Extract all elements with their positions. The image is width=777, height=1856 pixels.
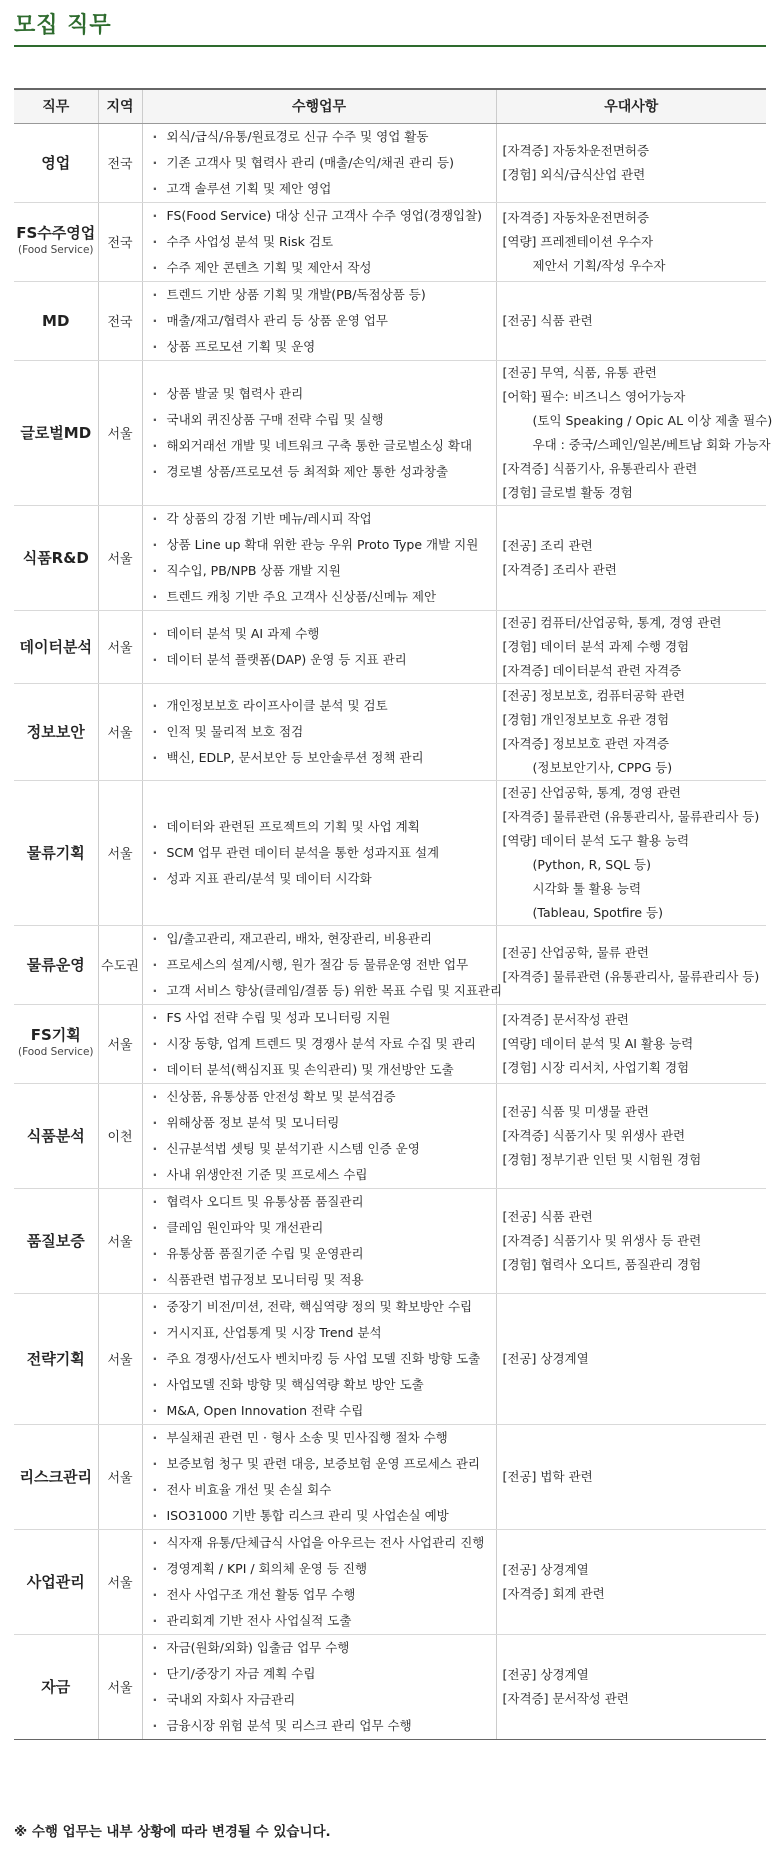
role-cell bbox=[14, 281, 98, 360]
duty-item: · FS 사업 전략 수립 및 성과 모니터링 지원 bbox=[149, 1005, 496, 1031]
preference-item: [경험] 글로벌 활동 경험 bbox=[502, 484, 633, 500]
preferences-cell bbox=[496, 610, 766, 683]
region-cell: 서울 bbox=[98, 1004, 142, 1083]
region-cell: 전국 bbox=[98, 202, 142, 281]
region-cell: 서울 bbox=[98, 1293, 142, 1424]
region-cell: 서울 bbox=[98, 1188, 142, 1293]
preference-item: [경험] 개인정보보호 유관 경험 bbox=[502, 711, 670, 727]
role-cell bbox=[14, 610, 98, 683]
preferences-cell bbox=[496, 360, 773, 505]
role-name: MD bbox=[42, 311, 70, 330]
duty-item: · 상품 발굴 및 협력사 관리 bbox=[149, 381, 496, 407]
preferences-cell bbox=[496, 1188, 766, 1293]
preference-item: (Python, R, SQL 등) bbox=[532, 856, 651, 872]
table-row bbox=[14, 505, 766, 610]
duties-cell bbox=[142, 360, 496, 505]
header-region: 지역 bbox=[98, 89, 142, 123]
role-cell bbox=[14, 1293, 98, 1424]
table-row bbox=[14, 123, 766, 202]
preference-item: [경험] 데이터 분석 과제 수행 경험 bbox=[502, 638, 690, 654]
duties-cell bbox=[142, 1188, 496, 1293]
title-divider bbox=[14, 45, 766, 47]
table-row bbox=[14, 1188, 766, 1293]
role-cell bbox=[14, 683, 98, 780]
table-row bbox=[14, 1529, 766, 1634]
role-name: FS수주영업 bbox=[16, 224, 96, 243]
preference-item: [전공] 식품 및 미생물 관련 bbox=[502, 1103, 649, 1119]
region-cell: 서울 bbox=[98, 610, 142, 683]
preference-item: [역량] 프레젠테이션 우수자 bbox=[502, 233, 654, 249]
role-cell bbox=[14, 1634, 98, 1739]
preference-item: [역량] 데이터 분석 도구 활용 능력 bbox=[502, 832, 690, 848]
duty-item: · 상품 프로모션 기획 및 운영 bbox=[149, 334, 496, 360]
preference-item: (토익 Speaking / Opic AL 이상 제출 필수) bbox=[532, 412, 773, 428]
preference-item: 시각화 툴 활용 능력 bbox=[532, 880, 642, 896]
duty-item: · ISO31000 기반 통합 리스크 관리 및 사업손실 예방 bbox=[149, 1503, 496, 1529]
preferences-cell bbox=[496, 1293, 766, 1424]
region-cell: 전국 bbox=[98, 281, 142, 360]
preference-item: [어학] 필수: 비즈니스 영어가능자 bbox=[502, 388, 686, 404]
duty-item: · 개인정보보호 라이프사이클 분석 및 검토 bbox=[149, 693, 496, 719]
duty-item: · 입/출고관리, 재고관리, 배차, 현장관리, 비용관리 bbox=[149, 926, 496, 952]
table-row bbox=[14, 1424, 766, 1529]
duties-cell bbox=[142, 1529, 496, 1634]
duty-item: · 기존 고객사 및 협력사 관리 (매출/손익/채권 관리 등) bbox=[149, 150, 496, 176]
preference-item: [전공] 산업공학, 물류 관련 bbox=[502, 944, 649, 960]
role-name: 식품분석 bbox=[26, 1126, 85, 1145]
preferences-cell bbox=[496, 1424, 766, 1529]
duties-cell bbox=[142, 1083, 496, 1188]
duties-cell bbox=[142, 505, 496, 610]
preferences-cell bbox=[496, 780, 766, 925]
page-title: 모집 직무 bbox=[14, 13, 112, 38]
duty-item: · 관리회계 기반 전사 사업실적 도출 bbox=[149, 1608, 496, 1634]
preference-item: [경험] 정부기관 인턴 및 시험원 경험 bbox=[502, 1151, 702, 1167]
duty-item: · 프로세스의 설계/시행, 원가 절감 등 물류운영 전반 업무 bbox=[149, 952, 496, 978]
duty-item: · 상품 Line up 확대 위한 관능 우위 Proto Type 개발 지원 bbox=[149, 532, 496, 558]
preference-item: (정보보안기사, CPPG 등) bbox=[532, 759, 673, 775]
duty-item: · 국내외 자회사 자금관리 bbox=[149, 1687, 496, 1713]
preferences-cell bbox=[496, 1004, 766, 1083]
preference-item: [전공] 조리 관련 bbox=[502, 537, 593, 553]
preference-item: [자격증] 문서작성 관련 bbox=[502, 1011, 629, 1027]
duty-item: · 데이터와 관련된 프로젝트의 기획 및 사업 계획 bbox=[149, 814, 496, 840]
duty-item: · 데이터 분석 및 AI 과제 수행 bbox=[149, 621, 496, 647]
role-name: 영업 bbox=[41, 153, 71, 172]
preference-item: [자격증] 자동차운전면허증 bbox=[502, 142, 650, 158]
table-row bbox=[14, 1634, 766, 1739]
duty-item: · 트렌드 캐칭 기반 주요 고객사 신상품/신메뉴 제안 bbox=[149, 584, 496, 610]
preference-item: [자격증] 식품기사 및 위생사 등 관련 bbox=[502, 1232, 702, 1248]
preference-item: [자격증] 식품기사 및 위생사 관련 bbox=[502, 1127, 686, 1143]
duty-item: · 외식/급식/유통/원료경로 신규 수주 및 영업 활동 bbox=[149, 124, 496, 150]
role-name: 데이터분석 bbox=[19, 637, 92, 656]
preference-item: 제안서 기획/작성 우수자 bbox=[532, 257, 666, 273]
role-cell bbox=[14, 780, 98, 925]
role-cell bbox=[14, 360, 98, 505]
role-name: 식품R&D bbox=[22, 548, 89, 567]
role-cell bbox=[14, 1188, 98, 1293]
duty-item: · 클레임 원인파악 및 개선관리 bbox=[149, 1215, 496, 1241]
preferences-cell bbox=[496, 123, 766, 202]
duty-item: · 전사 비효율 개선 및 손실 회수 bbox=[149, 1477, 496, 1503]
preferences-cell bbox=[496, 281, 766, 360]
preference-item: [자격증] 조리사 관련 bbox=[502, 561, 617, 577]
region-cell: 서울 bbox=[98, 505, 142, 610]
region-cell: 서울 bbox=[98, 1424, 142, 1529]
preference-item: [전공] 상경계열 bbox=[502, 1350, 589, 1366]
preference-item: [전공] 법학 관련 bbox=[502, 1468, 593, 1484]
duty-item: · 주요 경쟁사/선도사 벤치마킹 등 사업 모델 진화 방향 도출 bbox=[149, 1346, 496, 1372]
table-row bbox=[14, 1293, 766, 1424]
role-name: FS기획 bbox=[30, 1026, 81, 1045]
table-row bbox=[14, 202, 766, 281]
duty-item: · 중장기 비전/미션, 전략, 핵심역량 정의 및 확보방안 수립 bbox=[149, 1294, 496, 1320]
region-cell: 서울 bbox=[98, 1634, 142, 1739]
preferences-cell bbox=[496, 1083, 766, 1188]
role-name: 사업관리 bbox=[26, 1572, 85, 1591]
table-row bbox=[14, 683, 766, 780]
table-row bbox=[14, 780, 766, 925]
duty-item: · 부실채권 관련 민 · 형사 소송 및 민사집행 절차 수행 bbox=[149, 1425, 496, 1451]
duty-item: · 경영계획 / KPI / 회의체 운영 등 진행 bbox=[149, 1556, 496, 1582]
preferences-cell bbox=[496, 1529, 766, 1634]
duty-item: · 국내외 퀴진상품 구매 전략 수립 및 실행 bbox=[149, 407, 496, 433]
preferences-cell bbox=[496, 505, 766, 610]
duty-item: · 식품관련 법규정보 모니터링 및 적용 bbox=[149, 1267, 496, 1293]
preferences-cell bbox=[496, 683, 766, 780]
duty-item: · 성과 지표 관리/분석 및 데이터 시각화 bbox=[149, 866, 496, 892]
footnote: ※ 수행 업무는 내부 상황에 따라 변경될 수 있습니다. bbox=[14, 1824, 331, 1840]
duty-item: · 금융시장 위험 분석 및 리스크 관리 업무 수행 bbox=[149, 1713, 496, 1739]
role-name: 자금 bbox=[41, 1677, 71, 1696]
region-cell: 이천 bbox=[98, 1083, 142, 1188]
duties-cell bbox=[142, 123, 496, 202]
duty-item: · 백신, EDLP, 문서보안 등 보안솔루션 정책 관리 bbox=[149, 745, 496, 771]
duty-item: · 사내 위생안전 기준 및 프로세스 수립 bbox=[149, 1162, 496, 1188]
role-name: 글로벌MD bbox=[20, 423, 92, 442]
duties-cell bbox=[142, 1004, 496, 1083]
preference-item: [자격증] 문서작성 관련 bbox=[502, 1690, 629, 1706]
preference-item: [전공] 상경계열 bbox=[502, 1666, 589, 1682]
duty-item: · 수주 제안 콘텐츠 기획 및 제안서 작성 bbox=[149, 255, 496, 281]
preference-item: [전공] 무역, 식품, 유통 관련 bbox=[502, 364, 657, 380]
duties-cell bbox=[142, 1424, 496, 1529]
region-cell: 전국 bbox=[98, 123, 142, 202]
role-name: 리스크관리 bbox=[19, 1467, 92, 1486]
duty-item: · 사업모델 진화 방향 및 핵심역량 확보 방안 도출 bbox=[149, 1372, 496, 1398]
duty-item: · 단기/중장기 자금 계획 수립 bbox=[149, 1661, 496, 1687]
duty-item: · 데이터 분석(핵심지표 및 손익관리) 및 개선방안 도출 bbox=[149, 1057, 496, 1083]
duty-item: · 경로별 상품/프로모션 등 최적화 제안 통한 성과창출 bbox=[149, 459, 496, 485]
preference-item: [전공] 정보보호, 컴퓨터공학 관련 bbox=[502, 687, 686, 703]
duties-cell bbox=[142, 780, 496, 925]
duty-item: · 거시지표, 산업통계 및 시장 Trend 분석 bbox=[149, 1320, 496, 1346]
duty-item: · 전사 사업구조 개선 활동 업무 수행 bbox=[149, 1582, 496, 1608]
duty-item: · 위해상품 정보 분석 및 모니터링 bbox=[149, 1110, 496, 1136]
preference-item: [역량] 데이터 분석 및 AI 활용 능력 bbox=[502, 1035, 694, 1051]
duties-cell bbox=[142, 683, 496, 780]
duty-item: · 매출/재고/협력사 관리 등 상품 운영 업무 bbox=[149, 308, 496, 334]
preference-item: 우대 : 중국/스페인/일본/베트남 회화 가능자 bbox=[532, 436, 771, 452]
role-cell bbox=[14, 505, 98, 610]
role-name: 정보보안 bbox=[26, 722, 85, 741]
role-name: 물류기획 bbox=[26, 843, 85, 862]
duty-item: · 고객 서비스 향상(클레임/결품 등) 위한 목표 수립 및 지표관리 bbox=[149, 978, 496, 1004]
role-name: 품질보증 bbox=[26, 1231, 85, 1250]
duty-item: · 고객 솔루션 기획 및 제안 영업 bbox=[149, 176, 496, 202]
duties-cell bbox=[142, 1293, 496, 1424]
preference-item: [경험] 협력사 오디트, 품질관리 경험 bbox=[502, 1256, 702, 1272]
role-cell bbox=[14, 1083, 98, 1188]
preference-item: [경험] 시장 리서치, 사업기획 경험 bbox=[502, 1059, 690, 1075]
preferences-cell bbox=[496, 202, 766, 281]
preference-item: [전공] 산업공학, 통계, 경영 관련 bbox=[502, 784, 681, 800]
region-cell: 서울 bbox=[98, 780, 142, 925]
role-name: 물류운영 bbox=[26, 955, 85, 974]
duty-item: · SCM 업무 관련 데이터 분석을 통한 성과지표 설계 bbox=[149, 840, 496, 866]
preference-item: [자격증] 회계 관련 bbox=[502, 1585, 605, 1601]
duty-item: · 협력사 오디트 및 유통상품 품질관리 bbox=[149, 1189, 496, 1215]
preference-item: [전공] 컴퓨터/산업공학, 통계, 경영 관련 bbox=[502, 614, 722, 630]
region-cell: 서울 bbox=[98, 360, 142, 505]
table-row bbox=[14, 1004, 766, 1083]
duty-item: · 신상품, 유통상품 안전성 확보 및 분석검증 bbox=[149, 1084, 496, 1110]
table-row bbox=[14, 925, 766, 1004]
table-row bbox=[14, 360, 766, 505]
header-duties: 수행업무 bbox=[142, 89, 496, 123]
preference-item: [전공] 식품 관련 bbox=[502, 312, 593, 328]
table-row bbox=[14, 1083, 766, 1188]
duties-cell bbox=[142, 202, 496, 281]
role-cell bbox=[14, 1424, 98, 1529]
role-cell bbox=[14, 1529, 98, 1634]
preferences-cell bbox=[496, 1634, 766, 1739]
table-header-row bbox=[14, 89, 766, 123]
table-body bbox=[14, 123, 773, 1739]
preference-item: [자격증] 자동차운전면허증 bbox=[502, 209, 650, 225]
duty-item: · 식자재 유통/단체급식 사업을 아우르는 전사 사업관리 진행 bbox=[149, 1530, 496, 1556]
table-row bbox=[14, 281, 766, 360]
role-name: 전략기획 bbox=[26, 1349, 85, 1368]
role-subtitle: (Food Service) bbox=[17, 1046, 94, 1059]
duties-cell bbox=[142, 925, 503, 1004]
duty-item: · 각 상품의 강점 기반 메뉴/레시피 작업 bbox=[149, 506, 496, 532]
preference-item: [전공] 식품 관련 bbox=[502, 1208, 593, 1224]
duty-item: · 시장 동향, 업계 트렌드 및 경쟁사 분석 자료 수집 및 관리 bbox=[149, 1031, 496, 1057]
preference-item: [경험] 외식/급식산업 관련 bbox=[502, 166, 646, 182]
job-table bbox=[14, 88, 773, 1740]
table-row bbox=[14, 610, 766, 683]
preference-item: [자격증] 물류관련 (유통관리사, 물류관리사 등) bbox=[502, 808, 760, 824]
duties-cell bbox=[142, 610, 496, 683]
duty-item: · M&A, Open Innovation 전략 수립 bbox=[149, 1398, 496, 1424]
region-cell: 서울 bbox=[98, 1529, 142, 1634]
role-cell bbox=[14, 1004, 98, 1083]
role-cell bbox=[14, 925, 98, 1004]
duty-item: · 인적 및 물리적 보호 점검 bbox=[149, 719, 496, 745]
role-cell bbox=[14, 202, 98, 281]
duty-item: · 직수입, PB/NPB 상품 개발 지원 bbox=[149, 558, 496, 584]
preference-item: [자격증] 식품기사, 유통관리사 관련 bbox=[502, 460, 698, 476]
region-cell: 수도권 bbox=[98, 925, 142, 1004]
duty-item: · 수주 사업성 분석 및 Risk 검토 bbox=[149, 229, 496, 255]
role-cell bbox=[14, 123, 98, 202]
preference-item: [자격증] 데이터분석 관련 자격증 bbox=[502, 662, 682, 678]
duty-item: · 유통상품 품질기준 수립 및 운영관리 bbox=[149, 1241, 496, 1267]
duty-item: · 트렌드 기반 상품 기획 및 개발(PB/독점상품 등) bbox=[149, 282, 496, 308]
region-cell: 서울 bbox=[98, 683, 142, 780]
duty-item: · 자금(원화/외화) 입출금 업무 수행 bbox=[149, 1635, 496, 1661]
duty-item: · 보증보험 청구 및 관련 대응, 보증보험 운영 프로세스 관리 bbox=[149, 1451, 496, 1477]
duties-cell bbox=[142, 1634, 496, 1739]
header-preferences: 우대사항 bbox=[496, 89, 766, 123]
duties-cell bbox=[142, 281, 496, 360]
duty-item: · FS(Food Service) 대상 신규 고객사 수주 영업(경쟁입찰) bbox=[149, 203, 496, 229]
preference-item: [전공] 상경계열 bbox=[502, 1561, 589, 1577]
duty-item: · 데이터 분석 플랫폼(DAP) 운영 등 지표 관리 bbox=[149, 647, 496, 673]
preference-item: [자격증] 정보보호 관련 자격증 bbox=[502, 735, 670, 751]
preferences-cell bbox=[496, 925, 766, 1004]
duty-item: · 신규분석법 셋팅 및 분석기관 시스템 인증 운영 bbox=[149, 1136, 496, 1162]
duty-item: · 해외거래선 개발 및 네트워크 구축 통한 글로벌소싱 확대 bbox=[149, 433, 496, 459]
preference-item: (Tableau, Spotfire 등) bbox=[532, 904, 664, 920]
header-role: 직무 bbox=[14, 89, 98, 123]
role-subtitle: (Food Service) bbox=[17, 244, 94, 257]
preference-item: [자격증] 물류관련 (유통관리사, 물류관리사 등) bbox=[502, 968, 760, 984]
